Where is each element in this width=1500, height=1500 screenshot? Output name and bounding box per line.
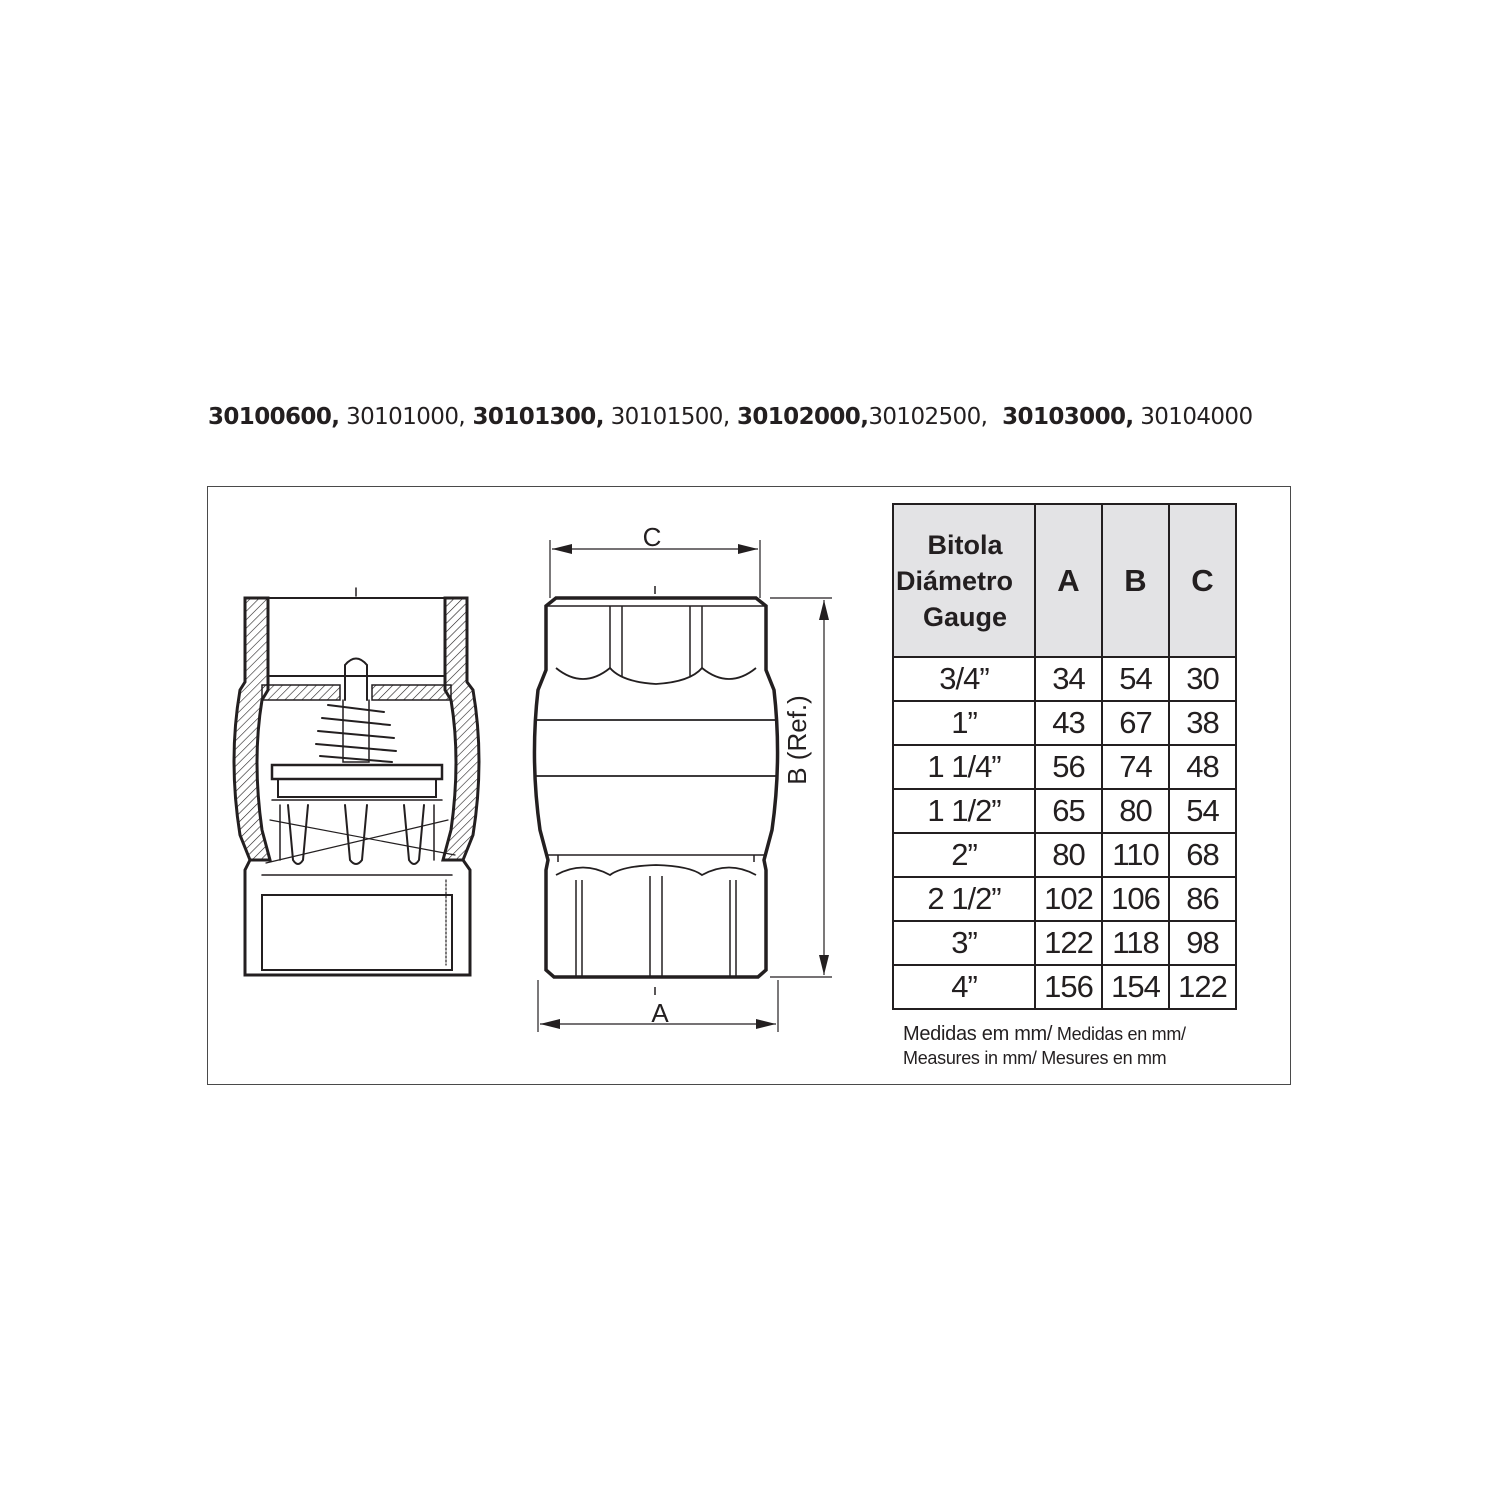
cell-a: 43 xyxy=(1035,701,1102,745)
product-code: 30102000, xyxy=(729,404,869,430)
header-gauge-line-3: Gauge xyxy=(922,601,1008,632)
cell-b: 106 xyxy=(1102,877,1169,921)
header-c: C xyxy=(1169,504,1236,657)
header-gauge-line-1: Bitola xyxy=(927,529,1003,560)
measure-note xyxy=(903,1022,1186,1070)
cell-c: 86 xyxy=(1169,877,1236,921)
product-code: 30101500, xyxy=(603,404,730,430)
note-line-1a: Medidas em mm/ xyxy=(903,1023,1053,1045)
product-code: 30100600, xyxy=(208,404,340,430)
cell-gauge: 1 1/4” xyxy=(893,745,1035,789)
cell-a: 102 xyxy=(1035,877,1102,921)
cell-b: 67 xyxy=(1102,701,1169,745)
header-gauge-line-2: Diámetro xyxy=(896,565,1014,596)
product-code: 30104000 xyxy=(1133,404,1253,430)
dimensions-table xyxy=(892,503,1237,1010)
cell-c: 98 xyxy=(1169,921,1236,965)
cell-gauge: 4” xyxy=(893,965,1035,1009)
cell-c: 38 xyxy=(1169,701,1236,745)
product-code: 30103000, xyxy=(987,404,1134,430)
cell-a: 122 xyxy=(1035,921,1102,965)
cell-b: 54 xyxy=(1102,657,1169,701)
cell-a: 80 xyxy=(1035,833,1102,877)
cell-b: 154 xyxy=(1102,965,1169,1009)
note-line-2: Measures in mm/ Mesures en mm xyxy=(903,1048,1167,1068)
cell-a: 156 xyxy=(1035,965,1102,1009)
note-line-1b: Medidas en mm/ xyxy=(1052,1024,1186,1044)
cell-b: 80 xyxy=(1102,789,1169,833)
cell-c: 48 xyxy=(1169,745,1236,789)
header-gauge xyxy=(893,504,1035,657)
cell-a: 56 xyxy=(1035,745,1102,789)
cell-gauge: 2 1/2” xyxy=(893,877,1035,921)
table-body xyxy=(893,657,1236,1009)
cell-a: 34 xyxy=(1035,657,1102,701)
table-row xyxy=(893,657,1236,701)
cell-gauge: 2” xyxy=(893,833,1035,877)
table-row xyxy=(893,921,1236,965)
table-header-row xyxy=(893,504,1236,657)
product-code: 30101300, xyxy=(465,404,604,430)
product-code: 30101000, xyxy=(339,404,466,430)
cell-gauge: 1” xyxy=(893,701,1035,745)
dimension-b xyxy=(770,598,832,977)
dimension-b-label: B (Ref.) xyxy=(782,695,812,785)
cell-b: 74 xyxy=(1102,745,1169,789)
cell-c: 54 xyxy=(1169,789,1236,833)
table-row xyxy=(893,701,1236,745)
dimension-c-label: C xyxy=(642,522,662,552)
table-row xyxy=(893,745,1236,789)
cell-gauge: 3” xyxy=(893,921,1035,965)
table-row xyxy=(893,877,1236,921)
cell-c: 30 xyxy=(1169,657,1236,701)
cell-b: 118 xyxy=(1102,921,1169,965)
table-row xyxy=(893,789,1236,833)
cell-a: 65 xyxy=(1035,789,1102,833)
cell-c: 68 xyxy=(1169,833,1236,877)
exterior-view xyxy=(534,586,777,995)
section-view xyxy=(234,588,479,975)
cell-gauge: 3/4” xyxy=(893,657,1035,701)
header-a: A xyxy=(1035,504,1102,657)
cell-gauge: 1 1/2” xyxy=(893,789,1035,833)
cell-c: 122 xyxy=(1169,965,1236,1009)
header-b: B xyxy=(1102,504,1169,657)
table-row xyxy=(893,965,1236,1009)
table-row xyxy=(893,833,1236,877)
cell-b: 110 xyxy=(1102,833,1169,877)
dimension-a-label: A xyxy=(651,998,669,1028)
product-code: 30102500, xyxy=(868,404,988,430)
